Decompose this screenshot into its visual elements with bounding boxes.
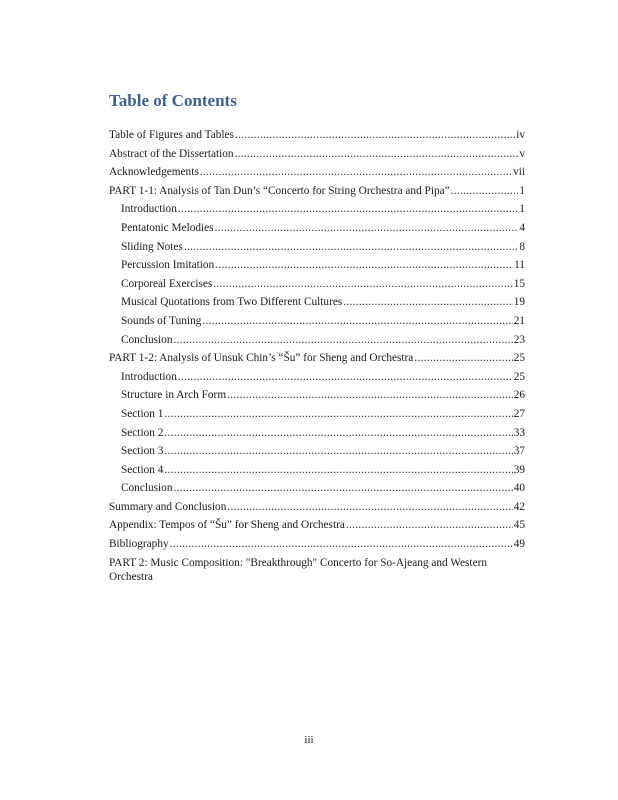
toc-entry-page: 27 (513, 407, 525, 420)
toc-subentry[interactable] (109, 331, 525, 350)
toc-entry-label: Structure in Arch Form (121, 389, 227, 402)
toc-subentry[interactable] (109, 219, 525, 238)
toc-entry[interactable] (109, 535, 525, 554)
dot-leader (213, 275, 512, 294)
toc-entry-page: 37 (513, 445, 525, 458)
toc-subentry[interactable] (109, 461, 525, 480)
toc-entry-label: Section 3 (121, 445, 164, 458)
toc-entry[interactable] (109, 163, 525, 182)
toc-entry-label: Section 2 (121, 426, 164, 439)
toc-entry-page: 15 (513, 277, 525, 290)
dot-leader (227, 386, 513, 405)
toc-entry-label: Abstract of the Dissertation (109, 147, 234, 160)
toc-entry-page: 21 (513, 314, 525, 327)
dot-leader (184, 238, 519, 257)
toc-entry-page: 8 (519, 240, 525, 253)
toc-entry-part-2[interactable]: PART 2: Music Composition: "Breakthrough" Concerto for So-Ajeang and Western Orchestra (109, 556, 487, 583)
toc-entry-page: 1 (519, 184, 525, 197)
toc-entry-page: 23 (513, 333, 525, 346)
toc-entry-label: PART 1-1: Analysis of Tan Dun’s “Concerto for String Orchestra and Pipa” (109, 184, 450, 197)
dot-leader (202, 312, 512, 331)
dot-leader (170, 535, 513, 554)
toc-entry-label: Appendix: Tempos of “Šu” for Sheng and Orchestra (109, 519, 345, 532)
toc-entry[interactable] (109, 126, 525, 145)
toc-entry-page: 45 (513, 519, 525, 532)
toc-entry-label: Percussion Imitation (121, 259, 215, 272)
toc-list (109, 126, 525, 584)
dot-leader (173, 479, 512, 498)
dot-leader (227, 498, 512, 517)
toc-entry-label: PART 1-2: Analysis of Unsuk Chin’s “Šu” for Sheng and Orchestra (109, 352, 414, 365)
toc-subentry[interactable] (109, 424, 525, 443)
toc-entry-label: Introduction (121, 203, 177, 216)
dot-leader (173, 331, 512, 350)
toc-entry-label: Musical Quotations from Two Different Cultures (121, 296, 343, 309)
toc-entry-label: Sounds of Tuning (121, 314, 202, 327)
toc-subentry[interactable] (109, 386, 525, 405)
toc-entry-label: Corporeal Exercises (121, 277, 213, 290)
toc-subentry[interactable] (109, 275, 525, 294)
toc-entry[interactable] (109, 145, 525, 164)
dot-leader (178, 200, 518, 219)
dot-leader (178, 368, 513, 387)
toc-subentry[interactable] (109, 238, 525, 257)
toc-entry-page: v (519, 147, 525, 160)
dot-leader (164, 424, 512, 443)
toc-entry-label: Conclusion (121, 482, 173, 495)
toc-entry-page: 40 (513, 482, 525, 495)
toc-entry-label: Acknowledgements (109, 166, 199, 179)
toc-entry-page: 26 (513, 389, 525, 402)
toc-subentry[interactable] (109, 479, 525, 498)
dot-leader (235, 126, 515, 145)
dot-leader (164, 442, 512, 461)
toc-entry-page: 4 (519, 221, 525, 234)
page-title: Table of Contents (109, 91, 237, 110)
dot-leader (343, 293, 512, 312)
toc-entry-page: 25 (513, 370, 525, 383)
toc-entry-label: Table of Figures and Tables (109, 129, 234, 141)
dot-leader (164, 405, 512, 424)
toc-entry-page: vii (513, 166, 525, 179)
toc-subentry[interactable] (109, 312, 525, 331)
toc-entry-page: 39 (513, 463, 525, 476)
toc-entry-page: 49 (513, 538, 525, 551)
toc-entry-page: 33 (513, 426, 525, 439)
dot-leader (215, 256, 513, 275)
toc-entry-label: Section 4 (121, 463, 164, 476)
toc-subentry[interactable] (109, 442, 525, 461)
toc-entry-page: 19 (513, 296, 525, 309)
toc-entry[interactable] (109, 349, 525, 368)
toc-entry-label: Bibliography (109, 538, 169, 551)
dot-leader (235, 145, 519, 164)
toc-subentry[interactable] (109, 293, 525, 312)
toc-entry-page: 11 (514, 259, 525, 272)
dot-leader (414, 349, 512, 368)
toc-entry-page: 25 (513, 352, 525, 365)
toc-entry-label: Conclusion (121, 333, 173, 346)
toc-subentry[interactable] (109, 405, 525, 424)
toc-entry-page: 42 (513, 500, 525, 513)
toc-subentry[interactable] (109, 256, 525, 275)
toc-subentry[interactable] (109, 368, 525, 387)
footer-page-number: iii (304, 734, 314, 746)
dot-leader (451, 182, 519, 201)
toc-entry-label: Summary and Conclusion (109, 500, 227, 513)
toc-entry-label: Sliding Notes (121, 240, 183, 253)
toc-entry[interactable] (109, 498, 525, 517)
toc-entry-label: Pentatonic Melodies (121, 221, 214, 234)
dot-leader (200, 163, 512, 182)
toc-entry-page: iv (516, 129, 525, 141)
dot-leader (215, 219, 519, 238)
toc-entry-label: Introduction (121, 370, 177, 383)
dot-leader (346, 516, 513, 535)
toc-entry-label: Section 1 (121, 407, 164, 420)
toc-subentry[interactable] (109, 200, 525, 219)
toc-entry-page: 1 (519, 203, 525, 216)
dot-leader (164, 461, 512, 480)
toc-entry[interactable] (109, 182, 525, 201)
toc-entry[interactable] (109, 516, 525, 535)
